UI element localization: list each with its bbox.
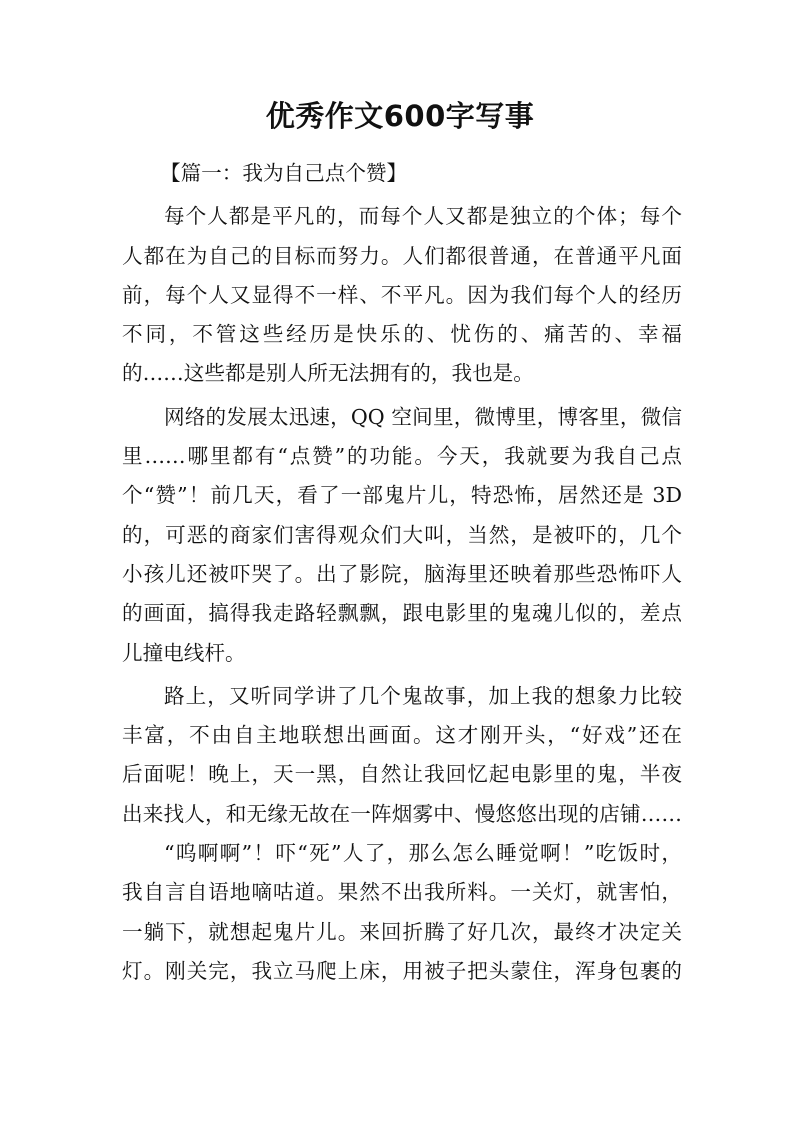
paragraph-line: 人都在为自己的目标而努力。人们都很普通，在普通平凡面 [122,243,682,268]
paragraph-line: 后面呢！晚上，天一黑，自然让我回忆起电影里的鬼，半夜 [122,762,682,787]
paragraph-line: 出来找人，和无缘无故在一阵烟雾中、慢悠悠出现的店铺…… [122,801,682,826]
paragraph-line: 一躺下，就想起鬼片儿。来回折腾了好几次，最终才决定关 [122,919,682,944]
paragraph-3 [122,677,682,991]
paragraph-1 [122,197,682,393]
paragraph-line: 里……哪里都有“点赞”的功能。今天，我就要为我自己点 [122,444,682,469]
paragraph-line: 个“赞”！前几天，看了一部鬼片儿，特恐怖，居然还是 3D [122,483,682,508]
paragraph-line: 的画面，搞得我走路轻飘飘，跟电影里的鬼魂儿似的，差点 [122,601,682,626]
paragraph-line: 我自言自语地嘀咕道。果然不出我所料。一关灯，就害怕， [122,880,682,905]
paragraph-line: 小孩儿还被吓哭了。出了影院，脑海里还映着那些恐怖吓人 [122,561,682,586]
paragraph-line: 路上，又听同学讲了几个鬼故事，加上我的想象力比较 [164,683,682,708]
paragraph-line: 每个人都是平凡的，而每个人又都是独立的个体；每个 [164,204,682,229]
paragraph-line: 儿撞电线杆。 [122,640,246,665]
paragraph-line: 的，可恶的商家们害得观众们大叫，当然，是被吓的，几个 [122,522,682,547]
section-heading: 【篇一：我为自己点个赞】 [160,161,408,185]
paragraph-line: 网络的发展太迅速，QQ 空间里，微博里，博客里，微信 [164,404,682,429]
essay-body [122,154,682,991]
paragraph-line: 前，每个人又显得不一样、不平凡。因为我们每个人的经历 [122,282,682,307]
paragraph-2 [122,398,682,673]
paragraph-line: “呜啊啊”！吓“死”人了，那么怎么睡觉啊！”吃饭时， [164,841,682,866]
paragraph-line: 不同，不管这些经历是快乐的、忧伤的、痛苦的、幸福 [122,322,682,347]
paragraph-line: 丰富，不由自主地联想出画面。这才刚开头，“好戏”还在 [122,723,682,748]
document-title: 优秀作文600字写事 [265,99,535,133]
paragraph-line: 的……这些都是别人所无法拥有的，我也是。 [122,361,534,386]
paragraph-line: 灯。刚关完，我立马爬上床，用被子把头蒙住，浑身包裹的 [122,958,682,983]
